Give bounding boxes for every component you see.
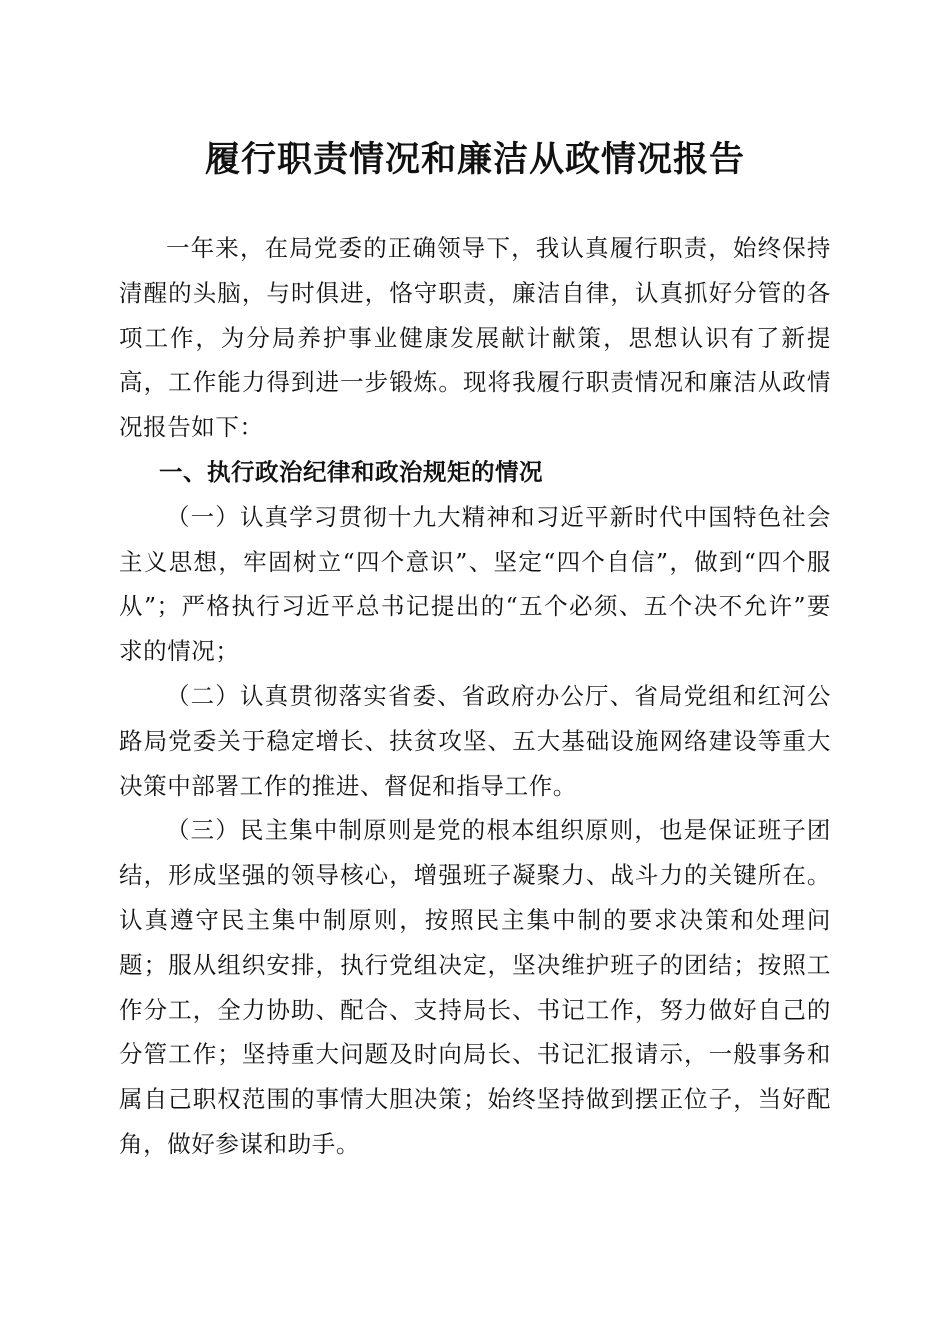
document-title: 履行职责情况和廉洁从政情况报告 xyxy=(204,139,745,180)
intro-paragraph: 一年来，在局党委的正确领导下，我认真履行职责，始终保持清醒的头脑，与时俱进，恪守职责，廉洁自律，认真抓好分管的各项工作，为分局养护事业健康发展献计献策，思想认识有了新提高，工作能力得到进一步锻炼。现将我履行职责情况和廉洁从政情况报告如下： xyxy=(119,234,831,442)
item-paragraph-3: （三）民主集中制原则是党的根本组织原则，也是保证班子团结，形成坚强的领导核心，增强班子凝聚力、战斗力的关键所在。认真遵守民主集中制原则，按照民主集中制的要求决策和处理问题；服从组织安排，执行党组决定，坚决维护班子的团结；按照工作分工，全力协助、配合、支持局长、书记工作，努力做好自己的分管工作；坚持重大问题及时向局长、书记汇报请示，一般事务和属自己职权范围的事情大胆决策；始终坚持做到摆正位子，当好配角，做好参谋和助手。 xyxy=(119,816,831,1158)
item-paragraph-2: （二）认真贯彻落实省委、省政府办公厅、省局党组和红河公路局党委关于稳定增长、扶贫攻坚、五大基础设施网络建设等重大决策中部署工作的推进、督促和指导工作。 xyxy=(119,681,831,800)
document-body xyxy=(119,226,831,1167)
section-heading-1: 一、执行政治纪律和政治规矩的情况 xyxy=(159,457,543,486)
item-paragraph-1: （一）认真学习贯彻十九大精神和习近平新时代中国特色社会主义思想，牢固树立“四个意识”、坚定“四个自信”，做到“四个服从”；严格执行习近平总书记提出的“五个必须、五个决不允许”要求的情况； xyxy=(119,502,831,666)
